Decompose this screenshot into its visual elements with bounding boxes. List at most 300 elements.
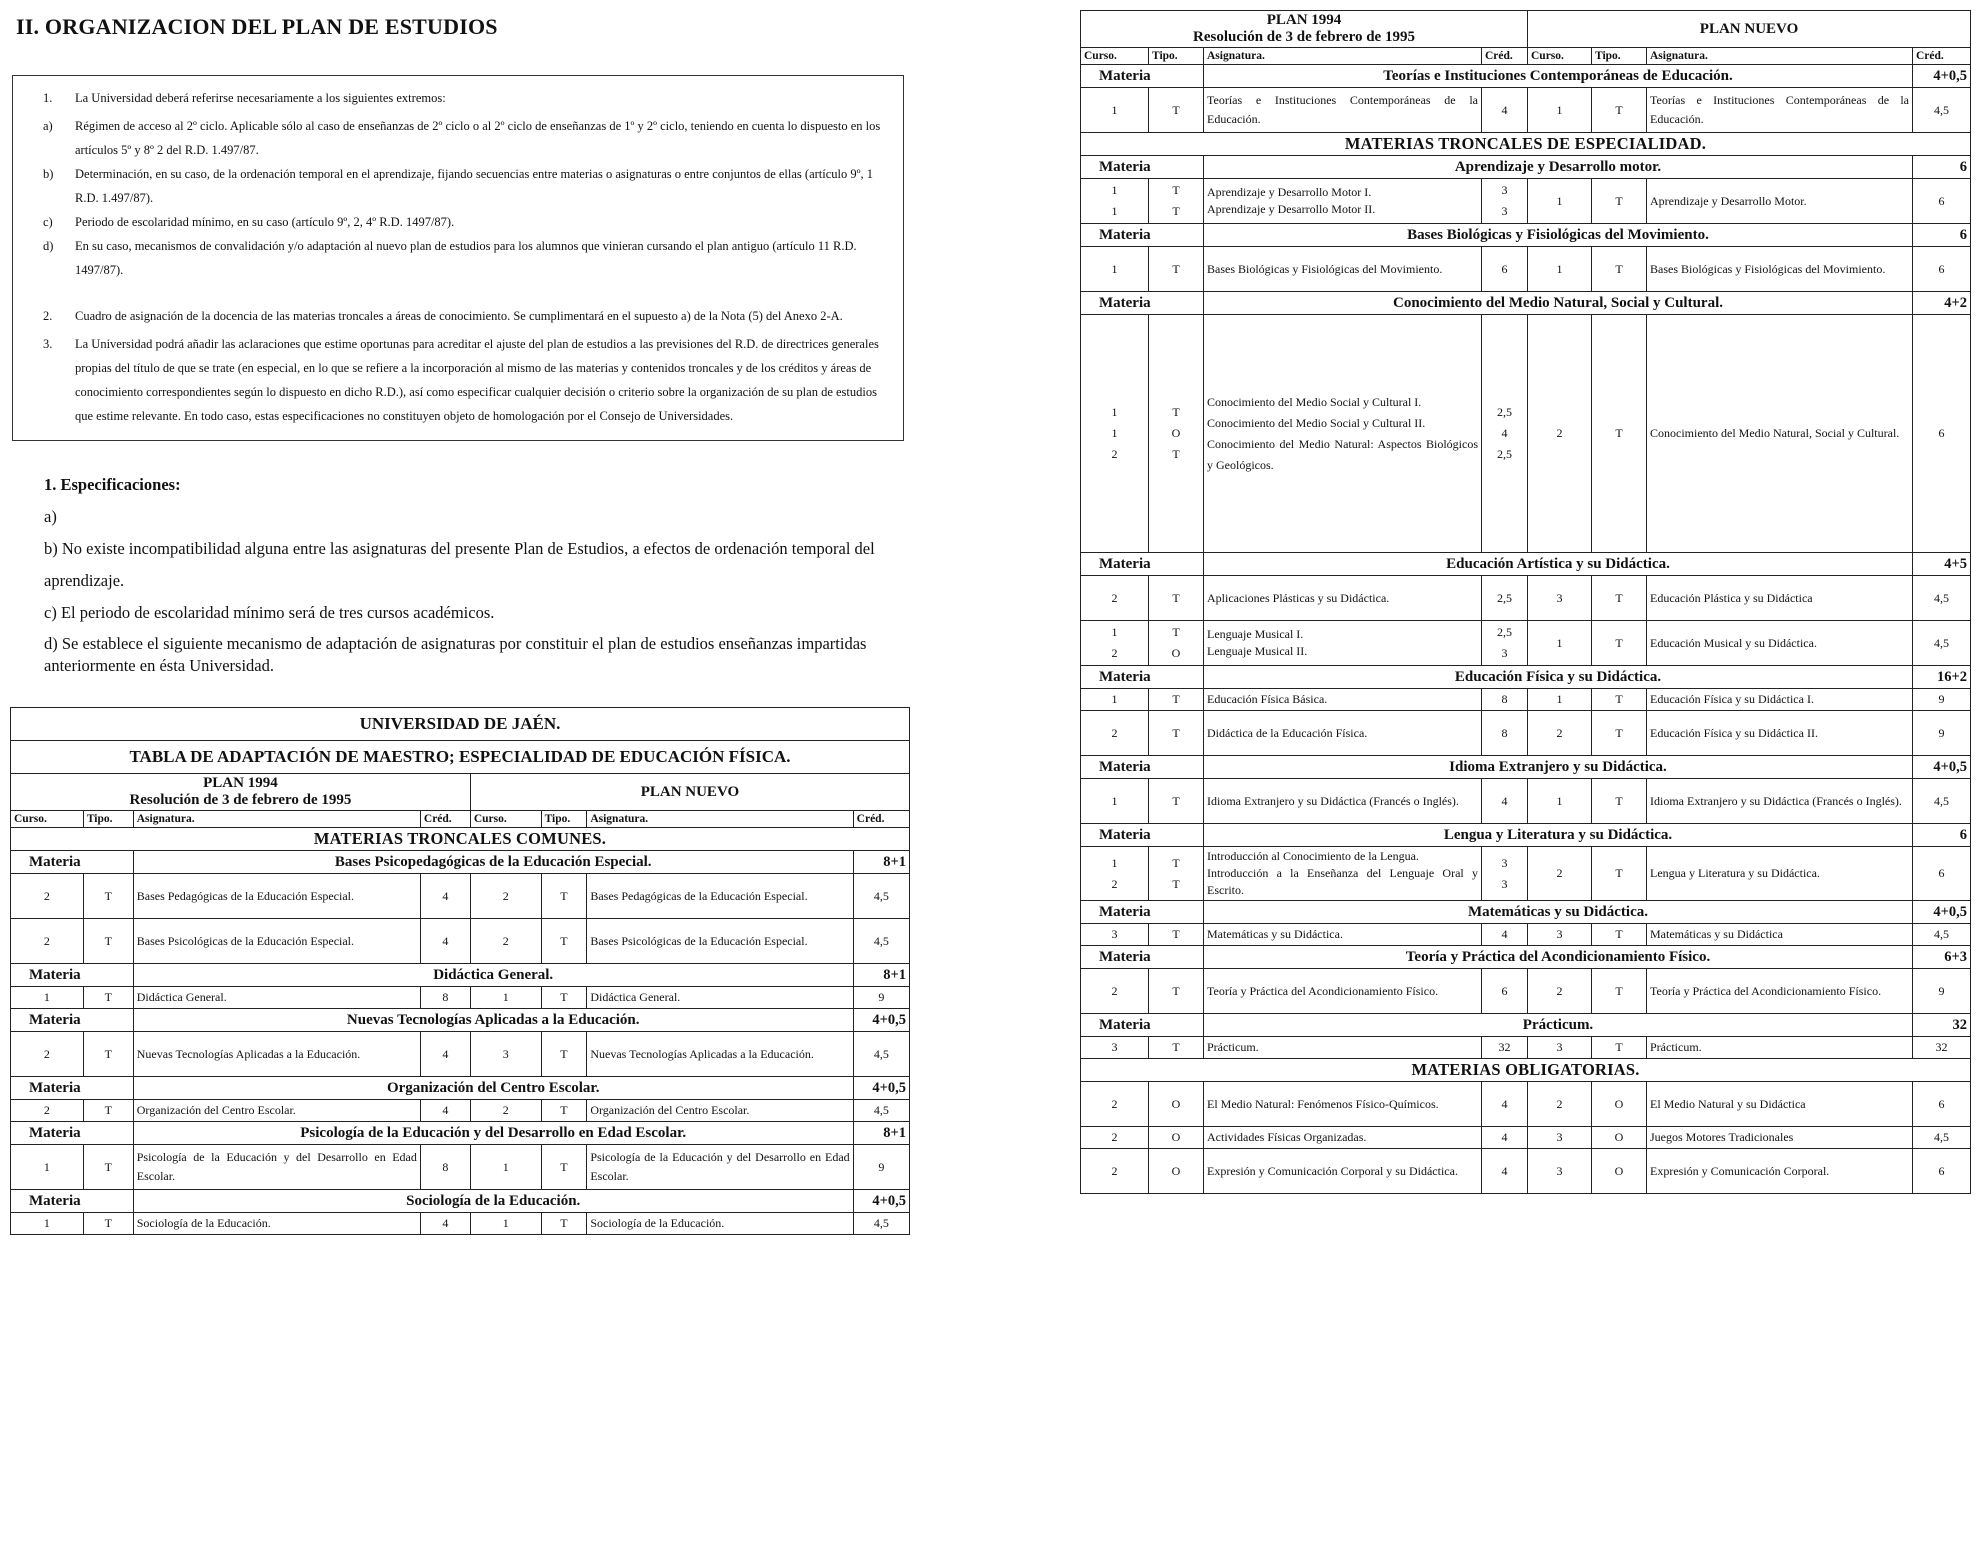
new-curso: 3 [1528, 924, 1592, 946]
materia-credits: 4+5 [1913, 553, 1971, 576]
old-asignatura [1204, 247, 1482, 292]
materia-name: Bases Psicopedagógicas de la Educación Especial. [133, 851, 853, 874]
materia-name: Organización del Centro Escolar. [133, 1077, 853, 1100]
old-plan-header [1081, 11, 1528, 48]
col-header: Créd. [853, 811, 909, 828]
materia-label: Materia [1081, 65, 1204, 88]
old-curso [1081, 576, 1149, 621]
old-tipo [1149, 88, 1204, 133]
new-curso: 2 [470, 1100, 541, 1122]
adaptation-table-left [10, 707, 910, 1235]
old-creditos [1482, 847, 1528, 901]
new-creditos: 6 [1913, 1082, 1971, 1127]
old-curso-line: 2 [1111, 646, 1118, 660]
old-creditos [1482, 247, 1528, 292]
right-column [1080, 0, 1970, 1194]
old-asignatura [1204, 576, 1482, 621]
old-curso [1081, 179, 1149, 224]
old-asignatura [133, 987, 420, 1009]
materia-label: Materia [11, 964, 134, 987]
col-header: Curso. [470, 811, 541, 828]
old-asignatura [133, 1032, 420, 1077]
spec-c: c) El periodo de escolaridad mínimo será de tres cursos académicos. [44, 603, 495, 622]
old-tipo-text: T [104, 990, 112, 1004]
materia-row [1081, 156, 1971, 179]
materia-label: Materia [1081, 292, 1204, 315]
old-asignatura [1204, 779, 1482, 824]
old-curso [1081, 924, 1149, 946]
old-tipo-text: T [1172, 261, 1180, 276]
old-asignatura-line: Introducción a la Enseñanza del Lenguaje Oral y Escrito. [1207, 866, 1478, 897]
old-asignatura-text: Bases Pedagógicas de la Educación Especial. [136, 888, 355, 903]
materia-row [1081, 824, 1971, 847]
old-tipo [1149, 1127, 1204, 1149]
new-curso: 1 [470, 1145, 541, 1190]
old-creditos [1482, 711, 1528, 756]
old-curso [11, 1145, 84, 1190]
new-tipo: T [1592, 1037, 1647, 1059]
materia-row [1081, 901, 1971, 924]
table-row [11, 1032, 910, 1077]
materia-row [11, 1122, 910, 1145]
new-tipo: O [1592, 1082, 1647, 1127]
new-curso: 3 [1528, 1149, 1592, 1194]
old-curso-line: 1 [1111, 183, 1118, 197]
old-asignatura [1204, 1082, 1482, 1127]
note-letter: b) [43, 167, 54, 181]
old-tipo [1149, 924, 1204, 946]
old-tipo-text: T [1172, 102, 1180, 117]
old-creditos-text: 4 [442, 1216, 449, 1230]
new-creditos: 6 [1913, 1149, 1971, 1194]
new-tipo: T [1592, 969, 1647, 1014]
old-tipo-text: T [104, 933, 112, 948]
materia-row [1081, 553, 1971, 576]
old-curso-text: 2 [1111, 1163, 1118, 1178]
old-creditos-text: 4 [1501, 1096, 1508, 1111]
new-creditos: 4,5 [1913, 88, 1971, 133]
new-tipo: T [1592, 247, 1647, 292]
old-creditos-text: 6 [1501, 983, 1508, 998]
new-tipo: T [1592, 847, 1647, 901]
old-tipo-text: O [1171, 1130, 1181, 1144]
materia-label: Materia [1081, 1014, 1204, 1037]
new-curso: 1 [1528, 88, 1592, 133]
old-asignatura-text: Bases Biológicas y Fisiológicas del Movimiento. [1207, 261, 1443, 276]
old-asignatura-text: Idioma Extranjero y su Didáctica (Francés o Inglés). [1207, 793, 1459, 808]
new-curso: 1 [1528, 689, 1592, 711]
materia-name: Bases Biológicas y Fisiológicas del Movimiento. [1204, 224, 1913, 247]
old-plan-title: PLAN 1994 [203, 775, 278, 791]
col-header: Curso. [11, 811, 84, 828]
old-creditos [1482, 1149, 1528, 1194]
col-header: Asignatura. [1647, 48, 1913, 65]
note-text: La Universidad podrá añadir las aclaraciones que estime oportunas para acreditar el ajuste del plan de estudios a las previsiones del R.D. de directrices generales propias del título de que se trate (en especial, en lo que se refiere a la incorporación al mismo de las materias y contenidos troncales y de los créditos y áreas de conocimiento correspondientes según lo dispuesto en dicho R.D.), así como especificar cualquier decisión o criterio sobre la organización de su plan de estudios que estime relevante. En todo caso, estas especificaciones no constituyen objeto de homologación por el Consejo de Universidades. [75, 337, 879, 423]
old-tipo-line: T [1172, 447, 1180, 461]
table-row [1081, 247, 1971, 292]
materia-label: Materia [1081, 666, 1204, 689]
new-curso: 1 [470, 987, 541, 1009]
old-asignatura-line: Lenguaje Musical I. [1207, 627, 1304, 641]
materia-credits: 8+1 [853, 851, 909, 874]
new-asignatura: Bases Biológicas y Fisiológicas del Movimiento. [1647, 247, 1913, 292]
materia-name: Lengua y Literatura y su Didáctica. [1204, 824, 1913, 847]
old-tipo-text: T [1172, 983, 1180, 998]
university-name: UNIVERSIDAD DE JAÉN. [11, 708, 910, 741]
table-row [1081, 1082, 1971, 1127]
col-header: Tipo. [1592, 48, 1647, 65]
old-plan-subtitle: Resolución de 3 de febrero de 1995 [129, 792, 352, 808]
old-curso [1081, 1127, 1149, 1149]
old-creditos [1482, 969, 1528, 1014]
note-1a [43, 114, 889, 162]
old-tipo-text: T [1172, 793, 1180, 808]
section-row [11, 828, 910, 851]
new-tipo: O [1592, 1149, 1647, 1194]
new-creditos: 6 [1913, 179, 1971, 224]
old-tipo [1149, 179, 1204, 224]
section-title: MATERIAS TRONCALES DE ESPECIALIDAD. [1081, 133, 1971, 156]
materia-row [1081, 1014, 1971, 1037]
old-creditos [1482, 621, 1528, 666]
old-tipo [1149, 847, 1204, 901]
new-creditos: 4,5 [853, 919, 909, 964]
old-tipo-text: T [1172, 590, 1180, 605]
old-curso [11, 874, 84, 919]
new-curso: 3 [470, 1032, 541, 1077]
specifications [44, 469, 910, 677]
new-asignatura: Educación Física y su Didáctica II. [1647, 711, 1913, 756]
materia-label: Materia [1081, 756, 1204, 779]
old-creditos-text: 32 [1498, 1040, 1511, 1054]
materia-credits: 8+1 [853, 964, 909, 987]
new-creditos: 32 [1913, 1037, 1971, 1059]
old-curso-text: 3 [1111, 927, 1118, 941]
old-creditos [420, 1213, 470, 1235]
new-tipo: T [541, 1100, 587, 1122]
materia-row [1081, 946, 1971, 969]
new-tipo: T [1592, 621, 1647, 666]
old-asignatura-line: Conocimiento del Medio Social y Cultural I. [1207, 394, 1422, 409]
old-tipo-text: T [1172, 725, 1180, 740]
old-creditos-line: 3 [1501, 876, 1508, 891]
new-curso: 2 [1528, 711, 1592, 756]
col-header: Asignatura. [587, 811, 853, 828]
materia-row [1081, 292, 1971, 315]
note-2 [43, 304, 889, 328]
old-creditos-text: 4 [1501, 793, 1508, 808]
old-curso [1081, 779, 1149, 824]
old-tipo [83, 987, 133, 1009]
old-curso [11, 987, 84, 1009]
materia-credits: 4+0,5 [853, 1190, 909, 1213]
old-curso-text: 3 [1111, 1040, 1118, 1054]
old-asignatura [1204, 1149, 1482, 1194]
old-curso-text: 1 [1111, 692, 1118, 706]
col-header: Curso. [1081, 48, 1149, 65]
new-asignatura: Educación Musical y su Didáctica. [1647, 621, 1913, 666]
new-asignatura: Matemáticas y su Didáctica [1647, 924, 1913, 946]
new-creditos: 6 [1913, 315, 1971, 553]
new-asignatura: Didáctica General. [587, 987, 853, 1009]
old-curso [1081, 315, 1149, 553]
table-row [1081, 924, 1971, 946]
new-asignatura: Aprendizaje y Desarrollo Motor. [1647, 179, 1913, 224]
old-curso-text: 1 [1111, 102, 1118, 117]
old-asignatura [1204, 1127, 1482, 1149]
old-asignatura [133, 1100, 420, 1122]
materia-label: Materia [1081, 156, 1204, 179]
note-1 [43, 86, 889, 110]
note-letter: a) [43, 119, 53, 133]
new-curso: 3 [1528, 576, 1592, 621]
table-row [11, 1145, 910, 1190]
table-row [11, 874, 910, 919]
old-creditos-text: 4 [1501, 1163, 1508, 1178]
new-curso: 2 [470, 874, 541, 919]
old-curso [1081, 689, 1149, 711]
new-creditos: 4,5 [1913, 779, 1971, 824]
new-curso: 1 [1528, 179, 1592, 224]
new-asignatura: Prácticum. [1647, 1037, 1913, 1059]
old-curso-text: 1 [1111, 261, 1118, 276]
new-asignatura: Lengua y Literatura y su Didáctica. [1647, 847, 1913, 901]
old-tipo [83, 1100, 133, 1122]
note-1b [43, 162, 889, 210]
old-tipo-line: T [1172, 204, 1180, 218]
old-tipo [1149, 711, 1204, 756]
note-text: Determinación, en su caso, de la ordenación temporal en el aprendizaje, fijando secuencias entre materias o asignaturas o entre conjuntos de ellas (artículo 9º, 1 R.D. 1.497/87). [75, 167, 874, 205]
old-curso-text: 2 [1111, 1096, 1118, 1111]
old-tipo-text: O [1171, 1096, 1181, 1111]
old-creditos-line: 2,5 [1497, 625, 1512, 639]
materia-label: Materia [11, 851, 134, 874]
new-curso: 2 [1528, 315, 1592, 553]
old-asignatura-text: Aplicaciones Plásticas y su Didáctica. [1207, 590, 1390, 605]
old-curso-line: 1 [1111, 204, 1118, 218]
new-asignatura: Psicología de la Educación y del Desarrollo en Edad Escolar. [587, 1145, 853, 1190]
old-curso-line: 2 [1111, 447, 1118, 461]
old-asignatura-text: Teoría y Práctica del Acondicionamiento Físico. [1207, 983, 1439, 998]
table-row [1081, 1037, 1971, 1059]
new-curso: 1 [1528, 247, 1592, 292]
col-header: Asignatura. [133, 811, 420, 828]
new-curso: 1 [1528, 621, 1592, 666]
spec-heading: 1. Especificaciones: [44, 475, 181, 494]
new-curso: 1 [470, 1213, 541, 1235]
materia-name: Didáctica General. [133, 964, 853, 987]
old-creditos-text: 4 [442, 888, 449, 903]
old-creditos-text: 4 [1501, 1130, 1508, 1144]
materia-name: Teorías e Instituciones Contemporáneas de Educación. [1204, 65, 1913, 88]
old-curso-text: 2 [1111, 725, 1118, 740]
old-tipo [1149, 689, 1204, 711]
col-header: Créd. [420, 811, 470, 828]
old-tipo-line: O [1171, 646, 1181, 660]
new-tipo: T [1592, 179, 1647, 224]
section-row [1081, 1059, 1971, 1082]
new-asignatura: Teoría y Práctica del Acondicionamiento Físico. [1647, 969, 1913, 1014]
left-column [10, 0, 910, 1235]
new-tipo: T [541, 874, 587, 919]
old-creditos-text: 4 [442, 1046, 449, 1061]
old-curso [1081, 711, 1149, 756]
note-text: En su caso, mecanismos de convalidación y/o adaptación al nuevo plan de estudios para los alumnos que vinieran cursando el plan antiguo (artículo 11 R.D. 1497/87). [75, 239, 857, 277]
old-tipo [1149, 1037, 1204, 1059]
table-row [1081, 847, 1971, 901]
old-creditos [1482, 315, 1528, 553]
new-asignatura: Bases Psicológicas de la Educación Especial. [587, 919, 853, 964]
note-letter: d) [43, 239, 54, 253]
materia-credits: 4+0,5 [1913, 65, 1971, 88]
old-asignatura [1204, 847, 1482, 901]
materia-label: Materia [11, 1077, 134, 1100]
old-curso [1081, 969, 1149, 1014]
old-tipo-line: T [1172, 625, 1180, 639]
old-curso-line: 1 [1111, 855, 1118, 870]
old-curso [1081, 1037, 1149, 1059]
old-curso-text: 1 [43, 990, 50, 1004]
old-creditos [1482, 1037, 1528, 1059]
old-curso [11, 919, 84, 964]
old-creditos-text: 4 [1501, 102, 1508, 117]
old-curso-text: 2 [43, 888, 50, 903]
old-curso-line: 1 [1111, 405, 1118, 419]
table-row [1081, 779, 1971, 824]
materia-credits: 4+2 [1913, 292, 1971, 315]
old-asignatura-text: Didáctica General. [136, 990, 227, 1004]
old-creditos-text: 4 [442, 1103, 449, 1117]
materia-credits: 16+2 [1913, 666, 1971, 689]
materia-name: Matemáticas y su Didáctica. [1204, 901, 1913, 924]
materia-credits: 32 [1913, 1014, 1971, 1037]
old-tipo-text: O [1171, 1163, 1181, 1178]
old-tipo-text: T [104, 1159, 112, 1174]
note-3 [43, 332, 889, 428]
materia-label: Materia [1081, 553, 1204, 576]
old-creditos [420, 1100, 470, 1122]
table-row [1081, 621, 1971, 666]
old-asignatura-text: El Medio Natural: Fenómenos Físico-Químicos. [1207, 1096, 1439, 1111]
materia-row [11, 964, 910, 987]
table-row [1081, 689, 1971, 711]
old-asignatura-text: Sociología de la Educación. [136, 1216, 271, 1230]
old-creditos-line: 4 [1501, 426, 1508, 440]
new-tipo: T [541, 987, 587, 1009]
new-creditos: 6 [1913, 247, 1971, 292]
new-curso: 2 [1528, 847, 1592, 901]
old-tipo [83, 1032, 133, 1077]
materia-credits: 4+0,5 [1913, 901, 1971, 924]
materia-credits: 6 [1913, 824, 1971, 847]
old-asignatura [1204, 711, 1482, 756]
old-creditos [1482, 88, 1528, 133]
old-asignatura-text: Educación Física Básica. [1207, 692, 1328, 706]
materia-name: Educación Física y su Didáctica. [1204, 666, 1913, 689]
new-tipo: T [541, 1213, 587, 1235]
old-curso-text: 1 [1111, 793, 1118, 808]
old-curso-text: 2 [1111, 1130, 1118, 1144]
old-curso [11, 1100, 84, 1122]
new-asignatura: Teorías e Instituciones Contemporáneas de la Educación. [1647, 88, 1913, 133]
materia-name: Conocimiento del Medio Natural, Social y Cultural. [1204, 292, 1913, 315]
old-curso [1081, 621, 1149, 666]
section-title: MATERIAS TRONCALES COMUNES. [11, 828, 910, 851]
old-curso-text: 2 [43, 933, 50, 948]
col-header: Asignatura. [1204, 48, 1482, 65]
old-plan-subtitle: Resolución de 3 de febrero de 1995 [1193, 29, 1415, 45]
note-1d [43, 234, 889, 282]
old-tipo-text: T [104, 1216, 112, 1230]
materia-name: Prácticum. [1204, 1014, 1913, 1037]
old-curso [1081, 247, 1149, 292]
old-asignatura [133, 1145, 420, 1190]
table-row [1081, 179, 1971, 224]
old-asignatura-text: Matemáticas y su Didáctica. [1207, 927, 1343, 941]
old-creditos-line: 3 [1501, 204, 1508, 218]
old-tipo [83, 1213, 133, 1235]
new-asignatura: Juegos Motores Tradicionales [1647, 1127, 1913, 1149]
old-asignatura-line: Conocimiento del Medio Social y Cultural II. [1207, 415, 1426, 430]
table-row [1081, 711, 1971, 756]
spec-d: d) Se establece el siguiente mecanismo de adaptación de asignaturas por constituir el plan de estudios enseñanzas impartidas anteriormente en ésta Universidad. [44, 634, 867, 675]
old-tipo [83, 874, 133, 919]
old-creditos-line: 2,5 [1497, 447, 1512, 461]
col-header: Curso. [1528, 48, 1592, 65]
old-plan-title: PLAN 1994 [1266, 12, 1342, 28]
old-creditos [420, 1145, 470, 1190]
materia-row [1081, 666, 1971, 689]
spec-a: a) [44, 507, 57, 526]
new-creditos: 4,5 [853, 1032, 909, 1077]
new-tipo: T [1592, 88, 1647, 133]
materia-credits: 4+0,5 [853, 1077, 909, 1100]
materia-credits: 6 [1913, 224, 1971, 247]
new-creditos: 4,5 [1913, 576, 1971, 621]
new-tipo: T [1592, 689, 1647, 711]
new-curso: 2 [470, 919, 541, 964]
materia-label: Materia [11, 1122, 134, 1145]
note-text: Periodo de escolaridad mínimo, en su caso (artículo 9º, 2, 4º R.D. 1497/87). [75, 215, 455, 229]
new-plan-header: PLAN NUEVO [470, 774, 909, 811]
materia-credits: 4+0,5 [1913, 756, 1971, 779]
old-asignatura-text: Organización del Centro Escolar. [136, 1103, 296, 1117]
old-creditos-text: 6 [1501, 261, 1508, 276]
old-tipo-text: T [1172, 692, 1180, 706]
old-tipo-line: T [1172, 183, 1180, 197]
old-asignatura [133, 919, 420, 964]
materia-row [11, 1190, 910, 1213]
old-tipo-text: T [104, 1046, 112, 1061]
old-curso-line: 1 [1111, 625, 1118, 639]
materia-label: Materia [1081, 824, 1204, 847]
old-curso [1081, 88, 1149, 133]
old-tipo-line: T [1172, 876, 1180, 891]
old-creditos [1482, 779, 1528, 824]
old-asignatura [133, 874, 420, 919]
new-asignatura: Nuevas Tecnologías Aplicadas a la Educación. [587, 1032, 853, 1077]
new-curso: 3 [1528, 1127, 1592, 1149]
old-creditos-text: 2,5 [1497, 590, 1512, 605]
old-curso [1081, 1082, 1149, 1127]
old-curso [11, 1213, 84, 1235]
col-header: Tipo. [1149, 48, 1204, 65]
page-title: II. ORGANIZACION DEL PLAN DE ESTUDIOS [16, 14, 498, 39]
old-asignatura [1204, 621, 1482, 666]
materia-name: Nuevas Tecnologías Aplicadas a la Educación. [133, 1009, 853, 1032]
old-asignatura [1204, 689, 1482, 711]
new-asignatura: Educación Física y su Didáctica I. [1647, 689, 1913, 711]
